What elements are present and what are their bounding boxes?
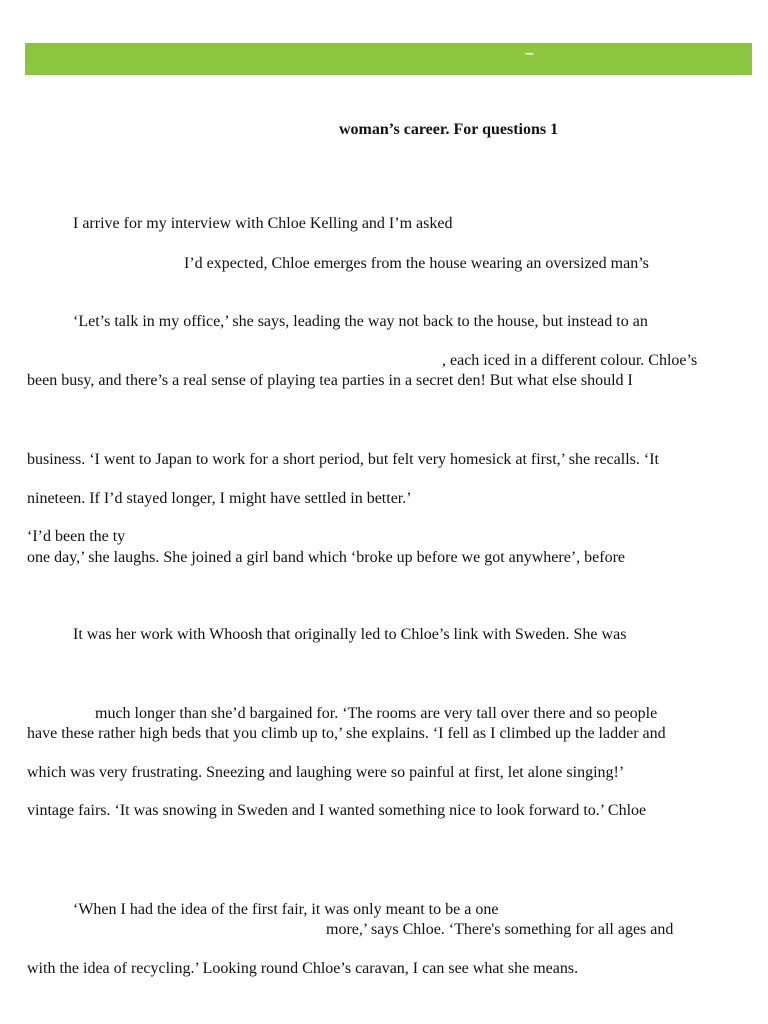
- article-line: more,’ says Chloe. ‘There's something for all ages and: [326, 921, 674, 938]
- article-line: one day,’ she laughs. She joined a girl band which ‘broke up before we got anywhere’, before: [27, 549, 626, 566]
- article-line: have these rather high beds that you climb up to,’ she explains. ‘I fell as I climbed up the ladder and: [27, 725, 666, 742]
- article-line: , each iced in a different colour. Chloe’s: [442, 352, 698, 369]
- article-line: ‘When I had the idea of the first fair, it was only meant to be a one: [73, 901, 499, 918]
- article-line: business. ‘I went to Japan to work for a short period, but felt very homesick at first,’ she recalls. ‘It: [27, 451, 659, 468]
- article-line: been busy, and there’s a real sense of playing tea parties in a secret den! But what else should I: [27, 372, 633, 389]
- article-line: which was very frustrating. Sneezing and laughing were so painful at first, let alone singing!’: [27, 764, 625, 781]
- article-line: ‘Let’s talk in my office,’ she says, leading the way not back to the house, but instead to an: [73, 313, 648, 330]
- article-line: with the idea of recycling.’ Looking round Chloe’s caravan, I can see what she means.: [27, 960, 579, 977]
- article-line: nineteen. If I’d stayed longer, I might have settled in better.’: [27, 490, 412, 507]
- article-line: vintage fairs. ‘It was snowing in Sweden and I wanted something nice to look forward to.’ Chloe: [27, 802, 647, 819]
- banner-dash: –: [525, 45, 534, 62]
- article-line: I’d expected, Chloe emerges from the house wearing an oversized man’s: [184, 255, 649, 272]
- header-banner: [25, 43, 752, 75]
- article-line: much longer than she’d bargained for. ‘The rooms are very tall over there and so people: [95, 705, 658, 722]
- article-line: It was her work with Whoosh that originally led to Chloe’s link with Sweden. She was: [73, 626, 627, 643]
- article-line: I arrive for my interview with Chloe Kelling and I’m asked: [73, 215, 453, 232]
- article-line: ‘I’d been the ty: [27, 528, 126, 545]
- instructions-heading: woman’s career. For questions 1: [339, 121, 559, 138]
